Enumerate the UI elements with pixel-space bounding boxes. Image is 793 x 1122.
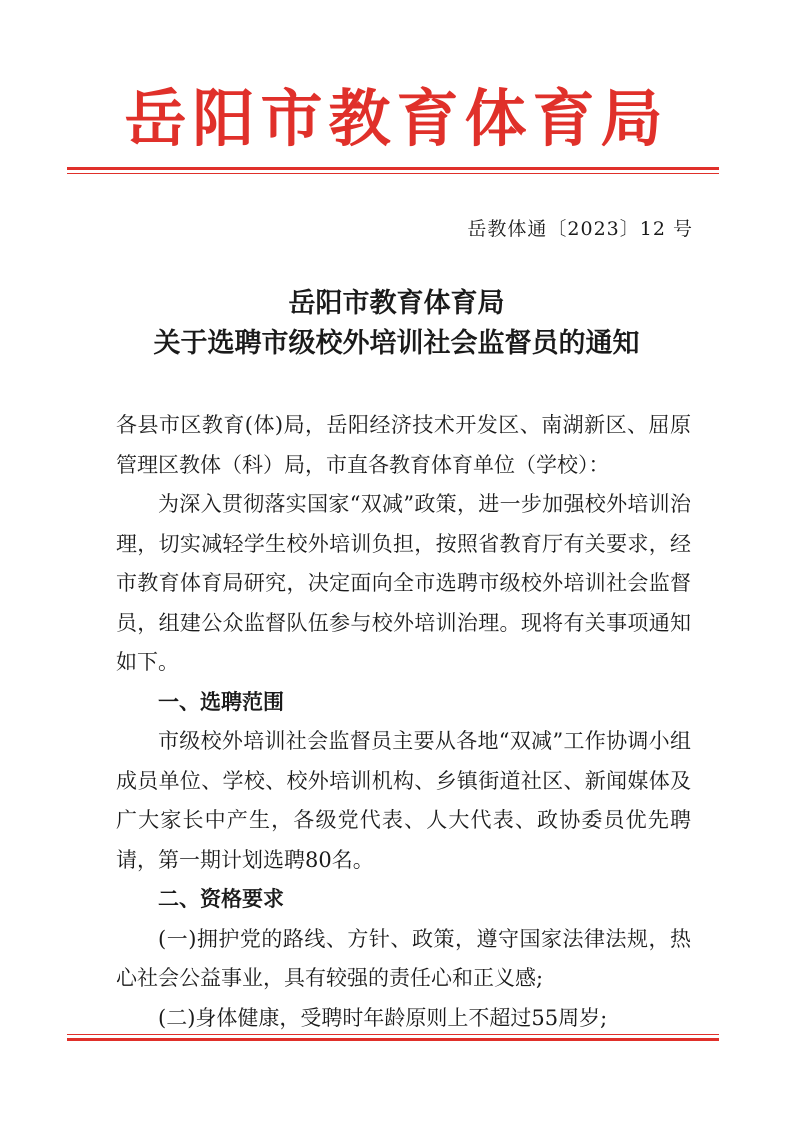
addressee: 各县市区教育(体)局，岳阳经济技术开发区、南湖新区、屈原管理区教体（科）局，市直各教育体育单位（学校）： (116, 413, 691, 477)
section1-heading: 一、选聘范围 (158, 689, 284, 714)
letterhead-title: 岳阳市教育体育局 (124, 82, 669, 155)
footer-rule-thick (67, 1038, 719, 1041)
title-line-1: 岳阳市教育体育局 (288, 288, 505, 319)
section2-heading: 二、资格要求 (158, 887, 284, 911)
requirement-2: (二)身体健康，受聘时年龄原则上不超过55周岁; (158, 1005, 608, 1030)
title-line-2: 关于选聘市级校外培训社会监督员的通知 (153, 328, 640, 359)
requirement-1: (一)拥护党的路线、方针、政策，遵守国家法律法规，热心社会公益事业，具有较强的责任心和正义感; (116, 926, 691, 990)
section1-body: 市级校外培训社会监督员主要从各地“双减”工作协调小组成员单位、学校、校外培训机构、乡镇街道社区、新闻媒体及广大家长中产生，各级党代表、人大代表、政协委员优先聘请，第一期计划选聘80名。 (116, 729, 691, 872)
footer-rule-thin (67, 1034, 719, 1035)
letterhead-rule-thin (67, 173, 719, 174)
document-title (0, 284, 793, 364)
document-body (116, 406, 691, 1038)
document-number: 岳教体通〔2023〕12 号 (467, 218, 693, 240)
letterhead-rule-thick (67, 167, 719, 170)
intro-paragraph: 为深入贯彻落实国家“双减”政策，进一步加强校外培训治理，切实减轻学生校外培训负担，按照省教育厅有关要求，经市教育体育局研究，决定面向全市选聘市级校外培训社会监督员，组建公众监督队伍参与校外培训治理。现将有关事项通知如下。 (116, 492, 691, 674)
